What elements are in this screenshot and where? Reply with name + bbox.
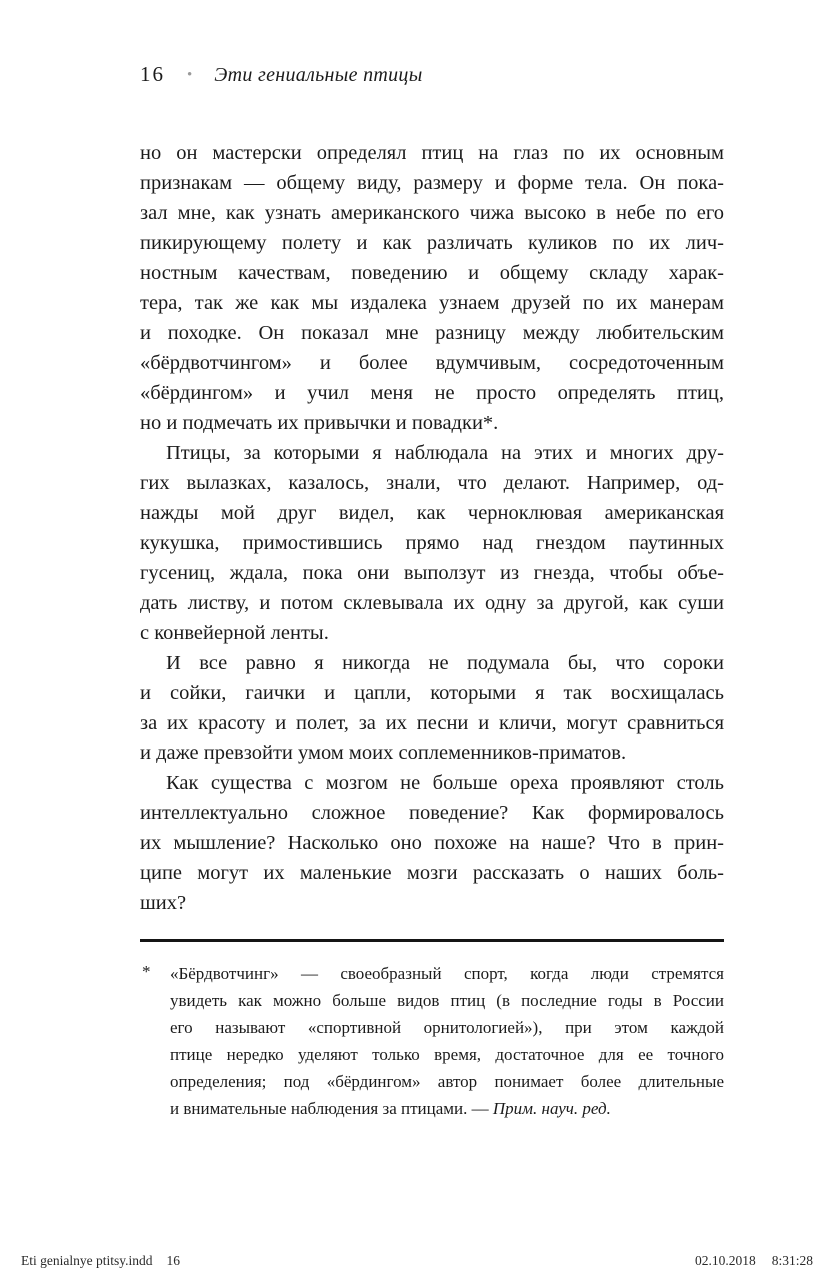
text-line: дать листву, и потом склевывала их одну за другой, как суши [140,592,724,614]
text-line: зал мне, как узнать американского чижа высоко в небе по его [140,202,724,224]
text-line: тера, так же как мы издалека узнаем друзей по их манерам [140,292,724,314]
paragraph [140,438,724,648]
footnote-line: птице нередко уделяют только время, достаточное для ее точного [170,1045,724,1064]
slug-filename: Eti genialnye ptitsy.indd [21,1253,153,1268]
text-line: Птицы, за которыми я наблюдала на этих и многих дру- [166,442,724,464]
text-line: их мышление? Насколько оно похоже на наше? Что в прин- [140,832,724,854]
footnote-separator-rule [140,939,724,942]
text-line: нажды мой друг видел, как черноклювая американская [140,502,724,524]
text-line: пикирующему полету и как различать куликов по их лич- [140,232,724,254]
text-line: с конвейерной ленты. [140,622,329,644]
bullet-separator-icon: • [187,67,193,83]
text-line: ностным качествам, поведению и общему складу харак- [140,262,724,284]
footnote-attribution: Прим. науч. ред. [492,1099,611,1118]
paragraph [140,138,724,438]
text-line: интеллектуально сложное поведение? Как формировалось [140,802,724,824]
footnote [140,960,724,1122]
text-line: ципе могут их маленькие мозги рассказать о наших боль- [140,862,724,884]
text-line: и сойки, гаички и цапли, которыми я так восхищалась [140,682,724,704]
running-header [140,62,423,87]
text-line: кукушка, примостившись прямо над гнездом паутинных [140,532,724,554]
footnote-lines [140,960,724,1122]
text-line: ших? [140,892,187,914]
footnote-line [170,1095,724,1122]
text-line: гусениц, ждала, пока они выползут из гнезда, чтобы объе- [140,562,724,584]
footnote-text: и внимательные наблюдения за птицами. — [170,1099,493,1118]
footnote-line: увидеть как можно больше видов птиц (в последние годы в России [170,991,724,1010]
slug-timestamp-block [695,1253,813,1269]
running-title: Эти гениальные птицы [214,64,423,86]
footnote-line: «Бёрдвотчинг» — своеобразный спорт, когда люди стремятся [170,964,724,983]
text-line: и даже превзойти умом моих соплеменников-приматов. [140,742,627,764]
text-line: но и подмечать их привычки и повадки*. [140,412,499,434]
footnote-marker: * [142,962,151,981]
text-line: гих вылазках, казалось, знали, что делают. Например, од- [140,472,724,494]
paragraph [140,768,724,918]
text-line: признакам — общему виду, размеру и форме тела. Он пока- [140,172,724,194]
body-text [140,138,724,918]
text-line: и походке. Он показал мне разницу между любительским [140,322,724,344]
slug-page-number: 16 [166,1253,180,1268]
text-line: но он мастерски определял птиц на глаз по их основным [140,142,724,164]
text-line: «бёрдингом» и учил меня не просто определять птиц, [140,382,724,404]
slug-time: 8:31:28 [771,1253,813,1268]
slug-date: 02.10.2018 [694,1253,756,1268]
text-line: «бёрдвотчингом» и более вдумчивым, сосредоточенным [140,352,724,374]
page-number: 16 [140,62,165,86]
footnote-line: определения; под «бёрдингом» автор понимает более длительные [170,1072,724,1091]
text-line: за их красоту и полет, за их песни и кличи, могут сравниться [140,712,724,734]
text-line: Как существа с мозгом не больше ореха проявляют столь [166,772,724,794]
slug-filename-block [21,1253,180,1269]
footnote-line: его называют «спортивной орнитологией»), при этом каждой [170,1018,724,1037]
text-line: И все равно я никогда не подумала бы, что сороки [166,652,724,674]
paragraph [140,648,724,768]
